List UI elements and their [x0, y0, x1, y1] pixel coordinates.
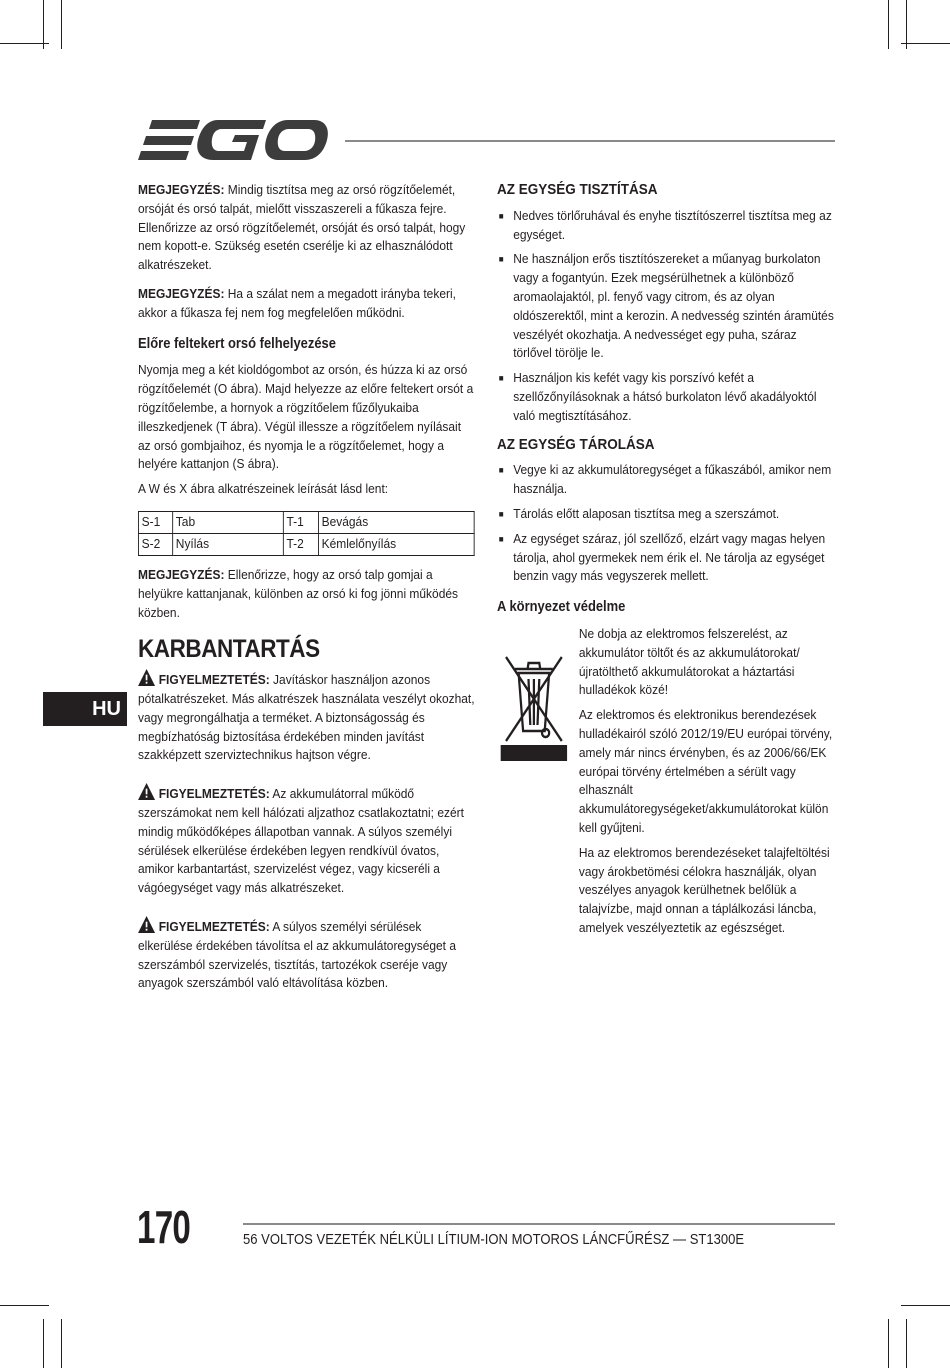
crop-mark — [888, 1319, 889, 1368]
crop-mark — [43, 0, 44, 49]
crop-mark — [0, 1305, 49, 1306]
crop-mark — [906, 0, 907, 49]
list-item: ■ Használjon kis kefét vagy kis porszívó kefét a szellőzőnyílásoknak a hátsó burkolaton lévő akadályoktól való megtisztításához. — [497, 369, 835, 425]
warning-text: Az akkumulátorral működő szerszámokat nem kell hálózati aljzathoz csatlakoztatni; ezért mindig működőképes állapotban vannak. A súlyos személyi sérülések elkerülése érdekében legyen rendkívül óvatos, amikor karbantartást, szervizelést végez, vagy kicseréli a vágóegységet vagy más alkatrészeket. — [138, 786, 464, 896]
crop-mark — [901, 1305, 950, 1306]
warning-icon — [138, 916, 155, 933]
table-row — [138, 511, 474, 533]
warning-icon — [138, 783, 155, 800]
crop-mark — [0, 43, 49, 44]
note-label: MEGJEGYZÉS: — [138, 285, 225, 301]
section-heading: AZ EGYSÉG TÁROLÁSA — [497, 435, 655, 453]
list-item: ■ Tárolás előtt alaposan tisztítsa meg a szerszámot. — [497, 505, 835, 524]
crop-mark — [61, 1319, 62, 1368]
crossed-bin-icon — [501, 649, 568, 761]
environment-text — [579, 625, 836, 938]
crop-mark — [61, 0, 62, 49]
warning-icon — [138, 669, 155, 686]
note-paragraph — [138, 285, 475, 323]
crop-mark — [901, 43, 950, 44]
table-cell: S-2 — [138, 533, 172, 555]
body-paragraph: Az elektromos és elektronikus berendezések hulladékairól szóló 2012/19/EU európai törvény, amely már nincs érvényben, és az 2006/66/EK európai törvény értelmében a sérült vagy elhasznált akkumulátoregységeket/akkumulátorokat külön kell gyűjteni. — [578, 707, 833, 835]
body-paragraph: Ha az elektromos berendezéseket talajfeltöltési vagy árokbetömési célokra használják, olyan veszélyes anyagok kerülhetnek belőlük a talajvízbe, majd onnan a táplálkozási láncba, amelyek veszélyeztetik az egészséget. — [578, 844, 830, 935]
footer-rule — [243, 1223, 835, 1225]
right-column — [497, 181, 835, 938]
list-item: ■ Az egységet száraz, jól szellőző, elzárt vagy magas helyen tárolja, ahol gyermekek nem érik el. Ne tárolja az egységet benzin vagy más vegyszerek mellett. — [497, 530, 835, 586]
warning-label: FIGYELMEZTETÉS: — [158, 918, 270, 934]
crop-mark — [888, 0, 889, 49]
note-text: Mindig tisztítsa meg az orsó rögzítőelemét, orsóját és orsó talpát, mielőtt visszaszereli a fűkasza fejre. Ellenőrizze az orsó rögzítőelemét, orsóját és orsó talpát, hogy nem kopott-e. Szükség esetén cserélje ki az elhasználódott alkatrészeket. — [138, 182, 466, 273]
header-rule — [345, 140, 835, 142]
warning-text: A súlyos személyi sérülések elkerülése érdekében távolítsa el az akkumulátoregységet a szerszámból szervizelés, tisztítás, tartozékok cseréje vagy anyagok szerszámból való eltávolítása közben. — [138, 918, 456, 991]
list-item: ■ Vegye ki az akkumulátoregységet a fűkaszából, amikor nem használja. — [497, 461, 835, 499]
table-cell: Kémlelőnyílás — [318, 533, 474, 555]
warning-label: FIGYELMEZTETÉS: — [158, 786, 270, 802]
environment-block — [497, 625, 835, 938]
note-paragraph — [138, 181, 475, 275]
body-paragraph: Ne dobja az elektromos felszerelést, az akkumulátor töltőt és az akkumulátorokat/újratölthető akkumulátorokat a háztartási hulladékok közé! — [578, 625, 800, 698]
table-cell: Bevágás — [318, 511, 474, 533]
language-tab: HU — [43, 692, 127, 726]
list-item: ■ Nedves törlőruhával és enyhe tisztítószerrel tisztítsa meg az egységet. — [497, 207, 835, 245]
section-heading: A környezet védelme — [497, 599, 626, 616]
table-cell: T-2 — [283, 533, 318, 555]
crop-mark — [43, 1319, 44, 1368]
note-text: Ellenőrizze, hogy az orsó talp gomjai a helyükre kattanjanak, különben az orsó ki fog jönni működés közben. — [138, 566, 458, 620]
left-column — [138, 181, 475, 993]
warning-text: Javításkor használjon azonos pótalkatrészeket. Más alkatrészek használata veszélyt okozhat, vagy megrongálhatja a terméket. A biztonságosság és megbízhatóság biztosítása érdekében minden javítást szakképzett szerviztechnikus hajtson végre. — [138, 672, 475, 763]
storage-list — [497, 461, 835, 586]
cleaning-list — [497, 207, 835, 426]
parts-table — [138, 511, 475, 556]
body-paragraph: A W és X ábra alkatrészeinek leírását lásd lent: — [138, 481, 389, 497]
crop-mark — [906, 1319, 907, 1368]
warning-paragraph — [138, 916, 475, 993]
table-row — [138, 533, 474, 555]
table-cell: S-1 — [138, 511, 172, 533]
warning-paragraph — [138, 669, 475, 765]
page-number: 170 — [137, 1201, 191, 1253]
note-paragraph — [138, 566, 475, 622]
table-cell: T-1 — [283, 511, 318, 533]
warning-label: FIGYELMEZTETÉS: — [158, 672, 270, 688]
body-paragraph: Nyomja meg a két kioldógombot az orsón, és húzza ki az orsó rögzítőelemét (O ábra). Majd helyezze az előre feltekert orsót a rögzítőelembe, a hornyok a rögzítőelem fűzőlyukaiba illeszkedjenek (T ábra). Végül illessze a rögzítőelem nyílásait az orsó gombjaihoz, és nyomja le a rögzítőelemet, hogy a helyére kattanjon (S ábra). — [138, 362, 474, 472]
table-cell: Nyílás — [173, 533, 284, 555]
footer-title: 56 VOLTOS VEZETÉK NÉLKÜLI LÍTIUM-ION MOTOROS LÁNCFŰRÉSZ — ST1300E — [243, 1232, 745, 1248]
section-heading: Előre feltekert orsó felhelyezése — [138, 335, 336, 352]
section-heading: AZ EGYSÉG TISZTÍTÁSA — [497, 181, 658, 198]
warning-paragraph — [138, 783, 475, 898]
maintenance-heading: KARBANTARTÁS — [138, 635, 320, 664]
list-item: ■ Ne használjon erős tisztítószereket a műanyag burkolaton vagy a fogantyún. Ezek megsérülhetnek a különböző aromaolajaktól, pl. fenyő vagy citrom, és az olyan oldószerektől, mint a kerozin. A nedvesség szintén áramütés veszélyét okozhatja. A nedvességet egy puha, száraz törlővel törölje le. — [497, 250, 835, 363]
table-cell: Tab — [173, 511, 284, 533]
note-label: MEGJEGYZÉS: — [138, 566, 225, 582]
note-text: Ha a szálat nem a megadott irányba tekeri, akkor a fűkasza fej nem fog megfelelően működni. — [138, 285, 456, 320]
ego-logo — [138, 118, 328, 162]
note-label: MEGJEGYZÉS: — [138, 182, 225, 197]
